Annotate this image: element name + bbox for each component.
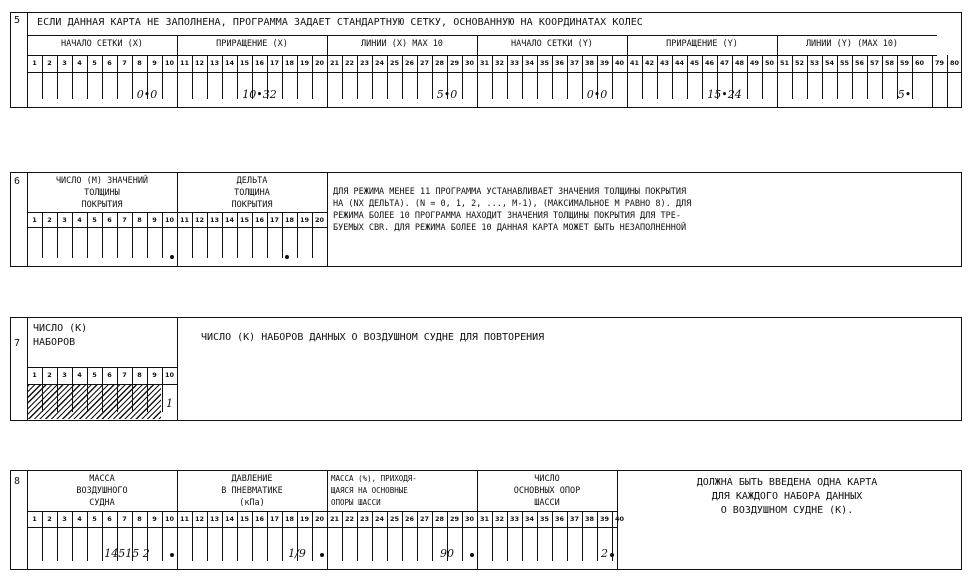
column-number: 18 bbox=[284, 216, 295, 224]
card-7 bbox=[10, 317, 962, 421]
field-mass-line1: МАССА bbox=[89, 474, 115, 484]
column-number: 39 bbox=[599, 515, 610, 523]
column-number: 11 bbox=[179, 59, 190, 67]
decimal-dot bbox=[170, 553, 174, 557]
column-number: 49 bbox=[749, 59, 760, 67]
column-number: 16 bbox=[254, 515, 265, 523]
field-x-start: НАЧАЛО СЕТКИ (X) bbox=[61, 39, 143, 49]
column-number: 55 bbox=[839, 59, 850, 67]
column-number: 6 bbox=[107, 371, 112, 379]
column-number: 11 bbox=[179, 216, 190, 224]
column-number: 41 bbox=[629, 59, 640, 67]
value-mass-percent: 90 bbox=[440, 547, 454, 560]
column-number: 36 bbox=[554, 59, 565, 67]
column-number: 19 bbox=[299, 59, 310, 67]
column-number: 6 bbox=[107, 216, 112, 224]
column-number: 39 bbox=[599, 59, 610, 67]
column-number: 40 bbox=[614, 515, 625, 523]
column-number: 8 bbox=[137, 59, 142, 67]
value-x-incr: 10•32 bbox=[242, 88, 277, 101]
column-number: 24 bbox=[374, 515, 385, 523]
column-number: 59 bbox=[899, 59, 910, 67]
column-number: 40 bbox=[614, 59, 625, 67]
column-number: 60 bbox=[914, 59, 925, 67]
column-number: 3 bbox=[62, 59, 67, 67]
column-number: 47 bbox=[719, 59, 730, 67]
column-number: 21 bbox=[329, 515, 340, 523]
field-mass-line3: СУДНА bbox=[89, 498, 115, 508]
column-number: 7 bbox=[122, 515, 127, 523]
card-5 bbox=[10, 12, 962, 108]
column-number: 29 bbox=[449, 59, 460, 67]
column-number: 45 bbox=[689, 59, 700, 67]
column-number: 4 bbox=[77, 371, 82, 379]
card-6-description-line4: БУЕМЫХ CBR. ДЛЯ РЕЖИМА БОЛЕЕ 10 ДАННАЯ КАРТА МОЖЕТ БЫТЬ НЕЗАПОЛНЕННОЙ bbox=[333, 223, 687, 233]
card-8-number: 8 bbox=[14, 476, 21, 487]
column-number: 23 bbox=[359, 515, 370, 523]
column-number: 10 bbox=[164, 371, 175, 379]
field-set-count-line1: ЧИСЛО (K) bbox=[33, 323, 88, 334]
column-number: 1 bbox=[32, 59, 37, 67]
field-mass-percent-line2: ЩАЯСЯ НА ОСНОВНЫЕ bbox=[331, 486, 408, 495]
card-6 bbox=[10, 172, 962, 267]
decimal-dot bbox=[470, 553, 474, 557]
field-set-count-line2: НАБОРОВ bbox=[33, 337, 76, 348]
column-number: 9 bbox=[152, 371, 157, 379]
field-thickness-count-line2: ТОЛЩИНЫ bbox=[84, 188, 120, 198]
value-gear-count: 2 bbox=[601, 547, 608, 560]
column-number: 25 bbox=[389, 515, 400, 523]
column-number: 17 bbox=[269, 515, 280, 523]
column-number: 22 bbox=[344, 515, 355, 523]
column-number: 2 bbox=[47, 515, 52, 523]
column-number: 33 bbox=[509, 515, 520, 523]
column-number: 12 bbox=[194, 59, 205, 67]
column-number: 7 bbox=[122, 371, 127, 379]
column-number: 27 bbox=[419, 515, 430, 523]
value-pressure: 1/9 bbox=[288, 547, 306, 560]
column-number: 13 bbox=[209, 515, 220, 523]
column-number: 1 bbox=[32, 515, 37, 523]
column-number: 10 bbox=[164, 216, 175, 224]
field-x-incr: ПРИРАЩЕНИЕ (X) bbox=[216, 39, 288, 49]
field-thickness-count-line3: ПОКРЫТИЯ bbox=[81, 200, 123, 210]
column-number: 29 bbox=[449, 515, 460, 523]
column-number: 13 bbox=[209, 216, 220, 224]
card-6-description-line3: РЕЖИМА БОЛЕЕ 10 ПРОГРАММА НАХОДИТ ЗНАЧЕНИЯ ТОЛЩИНЫ ПОКРЫТИЯ ДЛЯ ТРЕ- bbox=[333, 211, 681, 221]
column-number: 17 bbox=[269, 216, 280, 224]
card-8-note-line2: ДЛЯ КАЖДОГО НАБОРА ДАННЫХ bbox=[711, 491, 863, 502]
column-number: 5 bbox=[92, 371, 97, 379]
field-gear-count-line1: ЧИСЛО bbox=[534, 474, 560, 484]
column-number: 31 bbox=[479, 59, 490, 67]
field-delta-line2: ТОЛЩИНА bbox=[234, 188, 270, 198]
decimal-dot bbox=[170, 255, 174, 259]
column-number: 57 bbox=[869, 59, 880, 67]
column-number: 46 bbox=[704, 59, 715, 67]
field-thickness-count-line1: ЧИСЛО (M) ЗНАЧЕНИЙ bbox=[55, 176, 149, 186]
column-number: 15 bbox=[239, 59, 250, 67]
column-number: 17 bbox=[269, 59, 280, 67]
column-number: 21 bbox=[329, 59, 340, 67]
column-number: 30 bbox=[464, 59, 475, 67]
column-number: 9 bbox=[152, 59, 157, 67]
value-x-start: 0•0 bbox=[136, 88, 158, 101]
card-6-description-line1: ДЛЯ РЕЖИМА МЕНЕЕ 11 ПРОГРАММА УСТАНАВЛИВАЕТ ЗНАЧЕНИЯ ТОЛЩИНЫ ПОКРЫТИЯ bbox=[333, 187, 687, 197]
column-number: 4 bbox=[77, 59, 82, 67]
card-7-description: ЧИСЛО (K) НАБОРОВ ДАННЫХ О ВОЗДУШНОМ СУДНЕ ДЛЯ ПОВТОРЕНИЯ bbox=[201, 332, 545, 343]
column-number: 12 bbox=[194, 216, 205, 224]
column-number: 4 bbox=[77, 216, 82, 224]
column-number: 20 bbox=[314, 59, 325, 67]
column-number: 13 bbox=[209, 59, 220, 67]
column-number: 14 bbox=[224, 216, 235, 224]
field-x-lines: ЛИНИИ (X) MAX 10 bbox=[361, 39, 443, 49]
column-number: 2 bbox=[47, 59, 52, 67]
column-number: 20 bbox=[314, 216, 325, 224]
column-number: 20 bbox=[314, 515, 325, 523]
column-number: 79 bbox=[934, 59, 945, 67]
column-number: 8 bbox=[137, 216, 142, 224]
column-number: 23 bbox=[359, 59, 370, 67]
column-number: 26 bbox=[404, 59, 415, 67]
column-number: 19 bbox=[299, 216, 310, 224]
field-gear-count-line2: ОСНОВНЫХ ОПОР bbox=[513, 486, 581, 496]
column-number: 22 bbox=[344, 59, 355, 67]
column-number: 51 bbox=[779, 59, 790, 67]
column-number: 15 bbox=[239, 515, 250, 523]
card-5-number: 5 bbox=[14, 15, 21, 26]
column-number: 30 bbox=[464, 515, 475, 523]
column-number: 14 bbox=[224, 515, 235, 523]
column-number: 28 bbox=[434, 515, 445, 523]
column-number: 3 bbox=[62, 371, 67, 379]
column-number: 52 bbox=[794, 59, 805, 67]
hatched-area bbox=[28, 385, 161, 419]
column-number: 31 bbox=[479, 515, 490, 523]
column-number: 7 bbox=[122, 59, 127, 67]
column-number: 1 bbox=[32, 216, 37, 224]
value-y-lines: 5• bbox=[897, 88, 912, 101]
value-y-start: 0•0 bbox=[586, 88, 608, 101]
column-number: 38 bbox=[584, 59, 595, 67]
card-8-note-line3: О ВОЗДУШНОМ СУДНЕ (K). bbox=[720, 505, 854, 516]
column-number: 56 bbox=[854, 59, 865, 67]
column-number: 37 bbox=[569, 515, 580, 523]
column-number: 38 bbox=[584, 515, 595, 523]
column-number: 8 bbox=[137, 515, 142, 523]
column-number: 26 bbox=[404, 515, 415, 523]
column-number: 16 bbox=[254, 59, 265, 67]
field-y-lines: ЛИНИИ (Y) (MAX 10) bbox=[805, 39, 899, 49]
column-number: 5 bbox=[92, 59, 97, 67]
column-number: 34 bbox=[524, 515, 535, 523]
column-number: 58 bbox=[884, 59, 895, 67]
column-number: 7 bbox=[122, 216, 127, 224]
field-pressure-line1: ДАВЛЕНИЕ bbox=[231, 474, 273, 484]
column-number: 42 bbox=[644, 59, 655, 67]
column-number: 6 bbox=[107, 515, 112, 523]
column-number: 50 bbox=[764, 59, 775, 67]
card-8-note-line1: ДОЛЖНА БЫТЬ ВВЕДЕНА ОДНА КАРТА bbox=[696, 477, 878, 488]
decimal-dot bbox=[320, 553, 324, 557]
column-number: 25 bbox=[389, 59, 400, 67]
column-number: 35 bbox=[539, 515, 550, 523]
column-number: 3 bbox=[62, 515, 67, 523]
column-number: 18 bbox=[284, 515, 295, 523]
column-number: 19 bbox=[299, 515, 310, 523]
column-number: 11 bbox=[179, 515, 190, 523]
column-number: 54 bbox=[824, 59, 835, 67]
column-number: 80 bbox=[949, 59, 960, 67]
column-number: 35 bbox=[539, 59, 550, 67]
column-number: 8 bbox=[137, 371, 142, 379]
column-number: 24 bbox=[374, 59, 385, 67]
column-number: 14 bbox=[224, 59, 235, 67]
field-mass-percent-line3: ОПОРЫ ШАССИ bbox=[331, 498, 381, 507]
card-6-description-line2: НА (NX ДЕЛЬТА). (N = 0, 1, 2, ..., M-1), (МАКСИМАЛЬНОЕ М РАВНО 8). ДЛЯ bbox=[333, 199, 692, 209]
column-number: 37 bbox=[569, 59, 580, 67]
decimal-dot bbox=[285, 255, 289, 259]
field-y-start: НАЧАЛО СЕТКИ (Y) bbox=[511, 39, 593, 49]
column-number: 6 bbox=[107, 59, 112, 67]
column-number: 32 bbox=[494, 515, 505, 523]
card-5-note: ЕСЛИ ДАННАЯ КАРТА НЕ ЗАПОЛНЕНА, ПРОГРАММА ЗАДАЕТ СТАНДАРТНУЮ СЕТКУ, ОСНОВАННУЮ НА КООРДИНАТАХ КОЛЕС bbox=[37, 17, 643, 28]
column-number: 10 bbox=[164, 59, 175, 67]
card-7-number: 7 bbox=[14, 338, 21, 349]
column-number: 12 bbox=[194, 515, 205, 523]
column-number: 2 bbox=[47, 216, 52, 224]
column-number: 4 bbox=[77, 515, 82, 523]
field-gear-count-line3: ШАССИ bbox=[534, 498, 560, 508]
column-number: 9 bbox=[152, 216, 157, 224]
column-number: 28 bbox=[434, 59, 445, 67]
column-number: 43 bbox=[659, 59, 670, 67]
column-number: 34 bbox=[524, 59, 535, 67]
column-number: 2 bbox=[47, 371, 52, 379]
column-number: 33 bbox=[509, 59, 520, 67]
field-mass-percent-line1: МАССА (%), ПРИХОДЯ- bbox=[331, 474, 417, 483]
value-mass: 14515 2 bbox=[104, 547, 150, 560]
column-number: 36 bbox=[554, 515, 565, 523]
column-number: 16 bbox=[254, 216, 265, 224]
value-set-count: 1 bbox=[166, 397, 173, 410]
column-number: 44 bbox=[674, 59, 685, 67]
field-delta-line1: ДЕЛЬТА bbox=[236, 176, 268, 186]
column-number: 5 bbox=[92, 515, 97, 523]
column-number: 10 bbox=[164, 515, 175, 523]
field-pressure-line3: (кПа) bbox=[239, 498, 265, 508]
value-x-lines: 5•0 bbox=[436, 88, 458, 101]
column-number: 18 bbox=[284, 59, 295, 67]
column-number: 5 bbox=[92, 216, 97, 224]
field-delta-line3: ПОКРЫТИЯ bbox=[231, 200, 273, 210]
column-number: 15 bbox=[239, 216, 250, 224]
column-number: 27 bbox=[419, 59, 430, 67]
column-number: 1 bbox=[32, 371, 37, 379]
column-number: 32 bbox=[494, 59, 505, 67]
column-number: 53 bbox=[809, 59, 820, 67]
field-pressure-line2: В ПНЕВМАТИКЕ bbox=[221, 486, 283, 496]
column-number: 9 bbox=[152, 515, 157, 523]
column-number: 3 bbox=[62, 216, 67, 224]
value-y-incr: 15•24 bbox=[707, 88, 742, 101]
field-mass-line2: ВОЗДУШНОГО bbox=[76, 486, 128, 496]
field-y-incr: ПРИРАЩЕНИЕ (Y) bbox=[666, 39, 738, 49]
card-8 bbox=[10, 470, 962, 570]
column-number: 48 bbox=[734, 59, 745, 67]
card-6-number: 6 bbox=[14, 176, 21, 187]
